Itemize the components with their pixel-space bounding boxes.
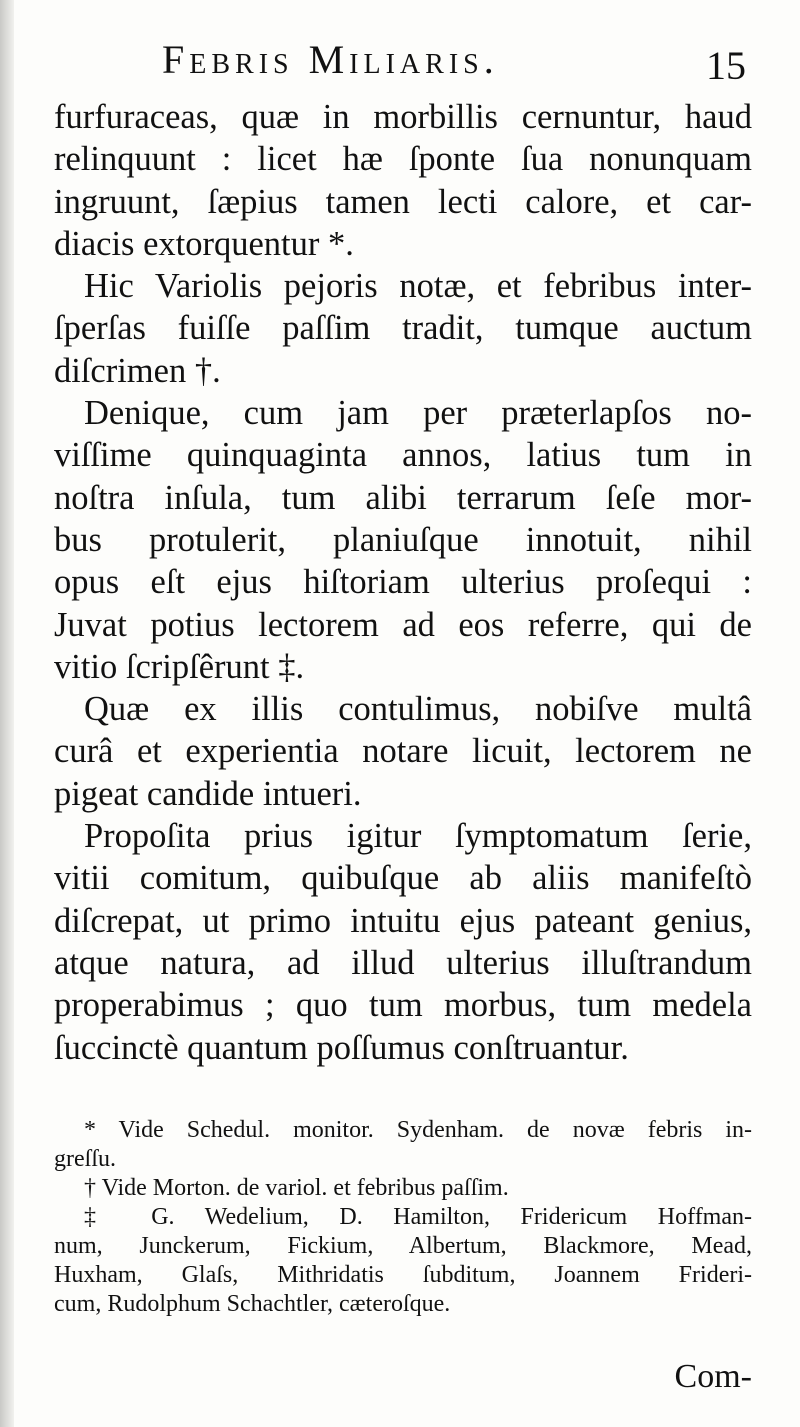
text-line: opus eſt ejus hiſtoriam ulterius proſequi : xyxy=(54,563,752,602)
text-line: diſcrimen †. xyxy=(54,351,221,390)
text-line: vitio ſcripſêrunt ‡. xyxy=(54,647,305,686)
text-line: Juvat potius lectorem ad eos referre, qui de xyxy=(54,605,752,644)
text-line: bus protulerit, planiuſque innotuit, nihil xyxy=(54,520,752,559)
footnote-line: * Vide Schedul. monitor. Sydenham. de novæ febris in- xyxy=(84,1117,752,1143)
footnote-line: num, Junckerum, Fickium, Albertum, Blackmore, Mead, xyxy=(54,1233,752,1259)
footnote-line: † Vide Morton. de variol. et febribus paſſim. xyxy=(84,1175,509,1201)
running-title: Febris Miliaris. xyxy=(162,37,499,82)
footnote-line: greſſu. xyxy=(54,1146,116,1172)
text-line: pigeat candide intueri. xyxy=(54,774,362,813)
text-line: Quæ ex illis contulimus, nobiſve multâ xyxy=(84,690,752,729)
text-line: atque natura, ad illud ulterius illuſtrandum xyxy=(54,943,752,982)
page-gutter-shadow xyxy=(0,0,14,1427)
text-line: diacis extorquentur *. xyxy=(54,224,354,263)
text-line: ſperſas fuiſſe paſſim tradit, tumque auctum xyxy=(54,309,752,348)
catchword: Com- xyxy=(674,1358,752,1395)
text-line: ingruunt, ſæpius tamen lecti calore, et car- xyxy=(54,182,752,221)
text-line: Propoſita prius igitur ſymptomatum ſerie, xyxy=(84,817,752,856)
text-line: curâ et experientia notare licuit, lectorem ne xyxy=(54,732,752,771)
footnote-line: ‡ G. Wedelium, D. Hamilton, Fridericum Hoffman- xyxy=(84,1204,752,1230)
text-line: relinquunt : licet hæ ſponte ſua nonunquam xyxy=(54,140,752,179)
footnotes xyxy=(54,1116,752,1319)
text-line: properabimus ; quo tum morbus, tum medela xyxy=(54,986,752,1025)
text-line: Hic Variolis pejoris notæ, et febribus inter- xyxy=(84,267,752,306)
page-header xyxy=(52,36,752,92)
text-line: vitii comitum, quibuſque ab aliis manifeſtò xyxy=(54,859,752,898)
text-line: Denique, cum jam per præterlapſos no- xyxy=(84,394,752,433)
page-number: 15 xyxy=(706,43,746,88)
footnote-line: Huxham, Glaſs, Mithridatis ſubditum, Joannem Frideri- xyxy=(54,1262,752,1288)
text-line: diſcrepat, ut primo intuitu ejus pateant genius, xyxy=(54,901,752,940)
text-line: viſſime quinquaginta annos, latius tum in xyxy=(54,436,752,475)
text-line: furfuraceas, quæ in morbillis cernuntur, haud xyxy=(54,98,752,136)
text-line: noſtra inſula, tum alibi terrarum ſeſe mor- xyxy=(54,478,752,517)
footnote-line: cum, Rudolphum Schachtler, cæteroſque. xyxy=(54,1291,451,1317)
body-text xyxy=(54,96,752,1069)
text-line: ſuccinctè quantum poſſumus conſtruantur. xyxy=(54,1028,629,1067)
